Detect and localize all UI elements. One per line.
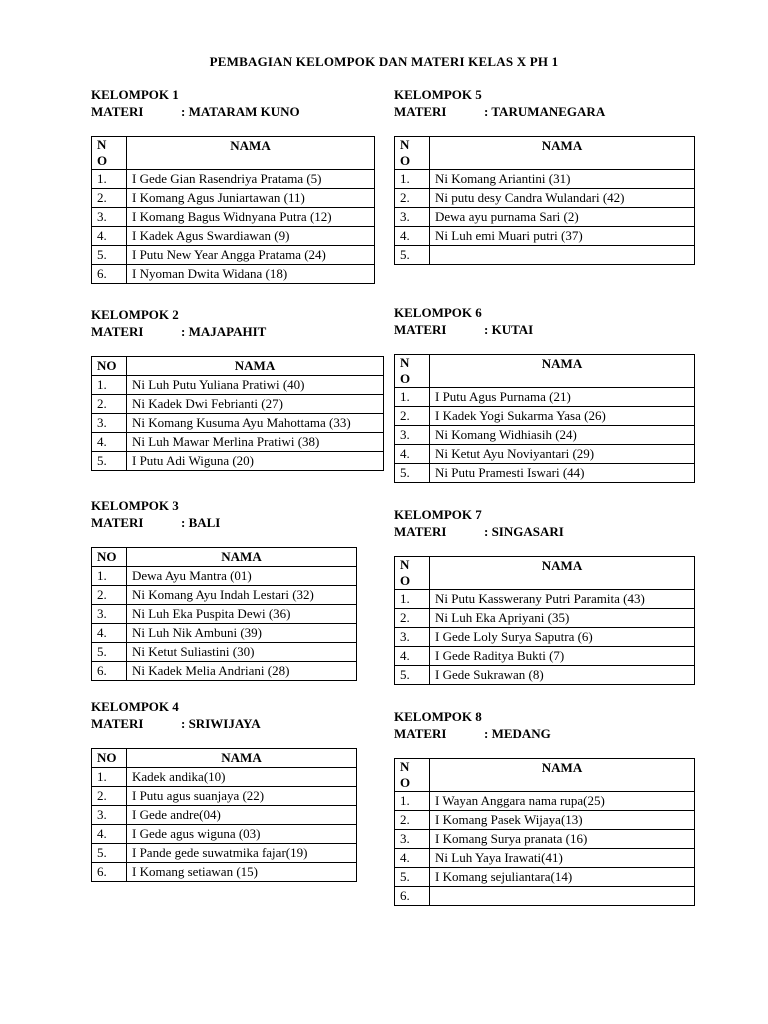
column-header-nama: NAMA — [430, 137, 695, 170]
table-row — [92, 414, 384, 433]
column-header-nama: NAMA — [127, 357, 384, 376]
table-row — [395, 170, 695, 189]
row-number: 4. — [92, 825, 127, 844]
member-name: Ni Putu Pramesti Iswari (44) — [430, 464, 695, 483]
column-header-no — [395, 759, 430, 792]
member-name: I Komang setiawan (15) — [127, 863, 357, 882]
row-number: 1. — [395, 792, 430, 811]
row-number: 2. — [395, 811, 430, 830]
member-name: I Kadek Agus Swardiawan (9) — [127, 227, 375, 246]
column-header-no — [92, 137, 127, 170]
group-heading: KELOMPOK 8 — [394, 709, 482, 724]
member-name: I Komang sejuliantara(14) — [430, 868, 695, 887]
table-header-row — [395, 557, 695, 590]
member-name: I Komang Surya pranata (16) — [430, 830, 695, 849]
column-header-nama: NAMA — [430, 557, 695, 590]
table-header-row — [395, 759, 695, 792]
row-number: 4. — [395, 445, 430, 464]
row-number: 5. — [92, 452, 127, 471]
page-title: PEMBAGIAN KELOMPOK DAN MATERI KELAS X PH 1 — [209, 54, 559, 69]
column-header-no — [395, 355, 430, 388]
row-number: 3. — [395, 208, 430, 227]
row-number: 1. — [92, 768, 127, 787]
member-name: Ni Komang Ariantini (31) — [430, 170, 695, 189]
table-row — [395, 426, 695, 445]
row-number: 3. — [92, 806, 127, 825]
materi-line — [91, 103, 375, 120]
member-name: Ni Kadek Dwi Febrianti (27) — [127, 395, 384, 414]
column-header-no: NO — [92, 548, 127, 567]
member-name: I Gede Loly Surya Saputra (6) — [430, 628, 695, 647]
row-number: 2. — [92, 189, 127, 208]
member-name: I Putu Agus Purnama (21) — [430, 388, 695, 407]
table-row — [92, 433, 384, 452]
table-row — [92, 395, 384, 414]
table-row — [92, 586, 357, 605]
table-row — [92, 189, 375, 208]
materi-value: : MATARAM KUNO — [181, 104, 300, 119]
member-name: Ni putu desy Candra Wulandari (42) — [430, 189, 695, 208]
materi-label: MATERI — [91, 324, 144, 339]
member-name: Ni Luh emi Muari putri (37) — [430, 227, 695, 246]
row-number: 6. — [92, 863, 127, 882]
materi-label: MATERI — [91, 716, 144, 731]
column-header-no-top: N — [400, 137, 410, 152]
column-header-no-bottom: O — [400, 153, 411, 168]
column-header-no-bottom: O — [97, 153, 108, 168]
member-name: Ni Ketut Ayu Noviyantari (29) — [430, 445, 695, 464]
member-table — [394, 556, 695, 685]
table-row — [395, 189, 695, 208]
row-number: 2. — [395, 189, 430, 208]
row-number: 2. — [395, 407, 430, 426]
member-name: Ni Ketut Suliastini (30) — [127, 643, 357, 662]
table-row — [92, 825, 357, 844]
group-heading: KELOMPOK 3 — [91, 498, 179, 513]
column-header-no: NO — [92, 357, 127, 376]
materi-line — [91, 715, 357, 732]
column-header-nama: NAMA — [430, 759, 695, 792]
table-row — [92, 376, 384, 395]
member-name: Ni Komang Kusuma Ayu Mahottama (33) — [127, 414, 384, 433]
row-number: 3. — [92, 605, 127, 624]
row-number: 3. — [395, 426, 430, 445]
group-5 — [394, 86, 695, 265]
materi-line — [91, 323, 384, 340]
table-row — [92, 170, 375, 189]
table-row — [395, 849, 695, 868]
materi-value: : MAJAPAHIT — [181, 324, 267, 339]
table-row — [92, 452, 384, 471]
group-heading: KELOMPOK 5 — [394, 87, 482, 102]
row-number: 4. — [92, 227, 127, 246]
column-header-nama: NAMA — [127, 749, 357, 768]
row-number: 2. — [92, 395, 127, 414]
member-name: I Putu agus suanjaya (22) — [127, 787, 357, 806]
table-row — [395, 246, 695, 265]
row-number: 6. — [92, 265, 127, 284]
member-table — [91, 136, 375, 284]
table-row — [92, 662, 357, 681]
member-name: I Komang Agus Juniartawan (11) — [127, 189, 375, 208]
row-number: 3. — [92, 208, 127, 227]
table-row — [395, 407, 695, 426]
table-row — [92, 806, 357, 825]
member-name: I Kadek Yogi Sukarma Yasa (26) — [430, 407, 695, 426]
group-3 — [91, 497, 357, 681]
table-row — [395, 609, 695, 628]
group-heading: KELOMPOK 2 — [91, 307, 179, 322]
member-name: Ni Luh Yaya Irawati(41) — [430, 849, 695, 868]
table-row — [92, 768, 357, 787]
row-number: 5. — [92, 643, 127, 662]
row-number: 5. — [395, 464, 430, 483]
materi-line — [394, 103, 695, 120]
table-header-row — [92, 137, 375, 170]
materi-value: : TARUMANEGARA — [484, 104, 606, 119]
materi-value: : KUTAI — [484, 322, 534, 337]
table-row — [395, 792, 695, 811]
group-heading: KELOMPOK 4 — [91, 699, 179, 714]
row-number: 4. — [395, 647, 430, 666]
materi-label: MATERI — [394, 322, 447, 337]
group-4 — [91, 698, 357, 882]
table-header-row — [92, 548, 357, 567]
table-row — [395, 666, 695, 685]
column-header-no-bottom: O — [400, 775, 411, 790]
column-header-no — [395, 137, 430, 170]
member-table — [394, 758, 695, 906]
row-number: 5. — [395, 868, 430, 887]
group-1 — [91, 86, 375, 284]
table-row — [92, 265, 375, 284]
row-number: 1. — [92, 376, 127, 395]
row-number: 6. — [395, 887, 430, 906]
materi-label: MATERI — [91, 515, 144, 530]
member-table — [394, 136, 695, 265]
materi-label: MATERI — [394, 524, 447, 539]
member-table — [91, 356, 384, 471]
materi-label: MATERI — [394, 104, 447, 119]
row-number: 4. — [395, 849, 430, 868]
row-number: 5. — [92, 844, 127, 863]
materi-line — [394, 725, 695, 742]
member-name: I Komang Bagus Widnyana Putra (12) — [127, 208, 375, 227]
row-number: 4. — [92, 433, 127, 452]
row-number: 1. — [92, 170, 127, 189]
column-header-no-top: N — [400, 557, 410, 572]
materi-line — [91, 514, 357, 531]
row-number: 5. — [395, 246, 430, 265]
member-name: I Gede Raditya Bukti (7) — [430, 647, 695, 666]
table-row — [92, 605, 357, 624]
member-name: I Komang Pasek Wijaya(13) — [430, 811, 695, 830]
table-row — [395, 628, 695, 647]
table-row — [92, 227, 375, 246]
row-number: 3. — [395, 830, 430, 849]
materi-line — [394, 523, 695, 540]
member-name: Kadek andika(10) — [127, 768, 357, 787]
table-row — [92, 246, 375, 265]
table-row — [395, 445, 695, 464]
column-header-no-bottom: O — [400, 371, 411, 386]
materi-label: MATERI — [394, 726, 447, 741]
column-header-no-bottom: O — [400, 573, 411, 588]
member-name: Dewa ayu purnama Sari (2) — [430, 208, 695, 227]
table-row — [395, 464, 695, 483]
row-number: 1. — [92, 567, 127, 586]
member-name: Ni Luh Nik Ambuni (39) — [127, 624, 357, 643]
member-name: I Putu New Year Angga Pratama (24) — [127, 246, 375, 265]
row-number: 1. — [395, 590, 430, 609]
group-6 — [394, 304, 695, 483]
member-name: I Wayan Anggara nama rupa(25) — [430, 792, 695, 811]
table-row — [92, 567, 357, 586]
table-row — [395, 887, 695, 906]
member-name — [430, 887, 695, 906]
table-row — [395, 590, 695, 609]
table-row — [395, 388, 695, 407]
column-header-nama: NAMA — [127, 137, 375, 170]
member-name: I Gede Sukrawan (8) — [430, 666, 695, 685]
member-table — [91, 547, 357, 681]
member-name: Ni Luh Eka Apriyani (35) — [430, 609, 695, 628]
row-number: 4. — [395, 227, 430, 246]
group-heading: KELOMPOK 1 — [91, 87, 179, 102]
column-header-no-top: N — [400, 355, 410, 370]
member-name: Ni Luh Eka Puspita Dewi (36) — [127, 605, 357, 624]
member-name: Ni Komang Widhiasih (24) — [430, 426, 695, 445]
row-number: 1. — [395, 388, 430, 407]
row-number: 5. — [92, 246, 127, 265]
member-name: Dewa Ayu Mantra (01) — [127, 567, 357, 586]
table-row — [395, 227, 695, 246]
row-number: 2. — [395, 609, 430, 628]
column-header-nama: NAMA — [127, 548, 357, 567]
materi-line — [394, 321, 695, 338]
table-header-row — [395, 355, 695, 388]
table-row — [92, 208, 375, 227]
member-table — [394, 354, 695, 483]
row-number: 4. — [92, 624, 127, 643]
table-row — [92, 863, 357, 882]
materi-value: : SRIWIJAYA — [181, 716, 261, 731]
materi-value: : MEDANG — [484, 726, 551, 741]
member-name: Ni Putu Kasswerany Putri Paramita (43) — [430, 590, 695, 609]
row-number: 2. — [92, 586, 127, 605]
member-name — [430, 246, 695, 265]
member-name: I Gede andre(04) — [127, 806, 357, 825]
table-header-row — [395, 137, 695, 170]
group-heading: KELOMPOK 7 — [394, 507, 482, 522]
row-number: 6. — [92, 662, 127, 681]
materi-value: : BALI — [181, 515, 221, 530]
member-name: I Nyoman Dwita Widana (18) — [127, 265, 375, 284]
group-heading: KELOMPOK 6 — [394, 305, 482, 320]
materi-value: : SINGASARI — [484, 524, 564, 539]
member-table — [91, 748, 357, 882]
table-row — [92, 624, 357, 643]
column-header-nama: NAMA — [430, 355, 695, 388]
column-header-no-top: N — [400, 759, 410, 774]
materi-label: MATERI — [91, 104, 144, 119]
table-row — [92, 844, 357, 863]
column-header-no-top: N — [97, 137, 107, 152]
member-name: I Gede Gian Rasendriya Pratama (5) — [127, 170, 375, 189]
row-number: 3. — [395, 628, 430, 647]
member-name: Ni Luh Putu Yuliana Pratiwi (40) — [127, 376, 384, 395]
column-header-no — [395, 557, 430, 590]
table-row — [92, 787, 357, 806]
group-7 — [394, 506, 695, 685]
member-name: Ni Komang Ayu Indah Lestari (32) — [127, 586, 357, 605]
table-header-row — [92, 357, 384, 376]
group-2 — [91, 306, 384, 471]
table-row — [395, 868, 695, 887]
member-name: I Gede agus wiguna (03) — [127, 825, 357, 844]
row-number: 3. — [92, 414, 127, 433]
table-row — [395, 830, 695, 849]
member-name: Ni Luh Mawar Merlina Pratiwi (38) — [127, 433, 384, 452]
column-header-no: NO — [92, 749, 127, 768]
table-row — [395, 647, 695, 666]
member-name: I Putu Adi Wiguna (20) — [127, 452, 384, 471]
table-row — [395, 208, 695, 227]
row-number: 1. — [395, 170, 430, 189]
row-number: 2. — [92, 787, 127, 806]
row-number: 5. — [395, 666, 430, 685]
group-8 — [394, 708, 695, 906]
table-header-row — [92, 749, 357, 768]
table-row — [395, 811, 695, 830]
table-row — [92, 643, 357, 662]
member-name: Ni Kadek Melia Andriani (28) — [127, 662, 357, 681]
member-name: I Pande gede suwatmika fajar(19) — [127, 844, 357, 863]
